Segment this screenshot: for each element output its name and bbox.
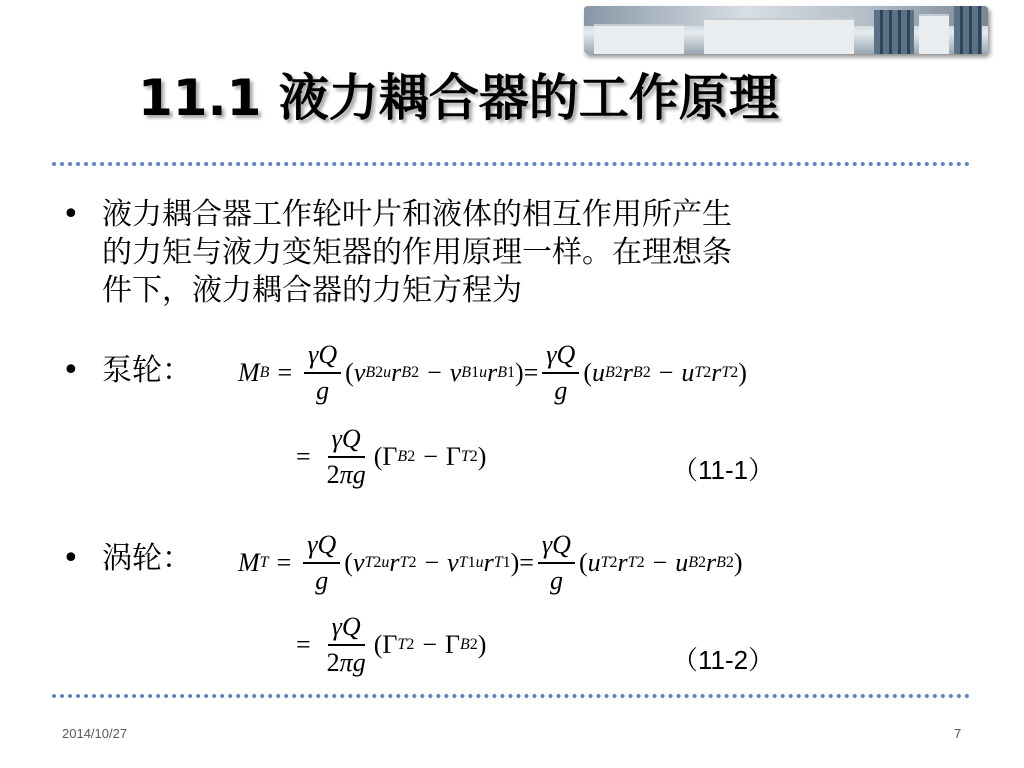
footer-date: 2014/10/27: [62, 726, 128, 741]
bullet-turbine: •: [62, 541, 80, 576]
pump-torque-equation-line-1: M B = $\frac{\gamma Q}{g}$ ( v B2u r B2 − v B1u r B1 )= $\frac{\gamma Q}{g}$ ( u B2 r B2 − u T2 r T2 ): [238, 340, 747, 405]
slide-title: 11.1 液力耦合器的工作原理: [138, 69, 779, 127]
header-banner-image: [584, 6, 988, 54]
top-dotted-divider: [52, 162, 970, 166]
turbine-label: 涡轮：: [102, 541, 192, 576]
turbine-torque-equation-line-1: M T = $\frac{\gamma Q}{g}$ ( v T2u r T2 − v T1u r T1 )= $\frac{\gamma Q}{g}$ ( u T2 r T2 − u B2 r B2 ): [238, 530, 743, 595]
equation-number-11-1: （11-1）: [672, 455, 775, 485]
bottom-dotted-divider: [52, 694, 970, 698]
pump-torque-equation-line-2: = $\frac{\gamma Q}{2\pi g}$ (Γ B2 − Γ T2 ): [296, 424, 487, 489]
intro-line-1: 液力耦合器工作轮叶片和液体的相互作用所产生: [102, 197, 732, 232]
turbine-torque-equation-line-2: = $\frac{\gamma Q}{2\pi g}$ (Γ T2 − Γ B2 ): [296, 612, 487, 677]
bullet-pump: •: [62, 353, 80, 388]
intro-paragraph: [102, 196, 952, 310]
intro-line-3: 件下，液力耦合器的力矩方程为: [102, 273, 522, 308]
intro-line-2: 的力矩与液力变矩器的作用原理一样。在理想条: [102, 235, 732, 270]
bullet-intro: •: [62, 197, 80, 232]
footer-page-number: 7: [954, 726, 962, 741]
equation-number-11-2: （11-2）: [672, 645, 775, 675]
pump-label: 泵轮：: [102, 353, 192, 388]
